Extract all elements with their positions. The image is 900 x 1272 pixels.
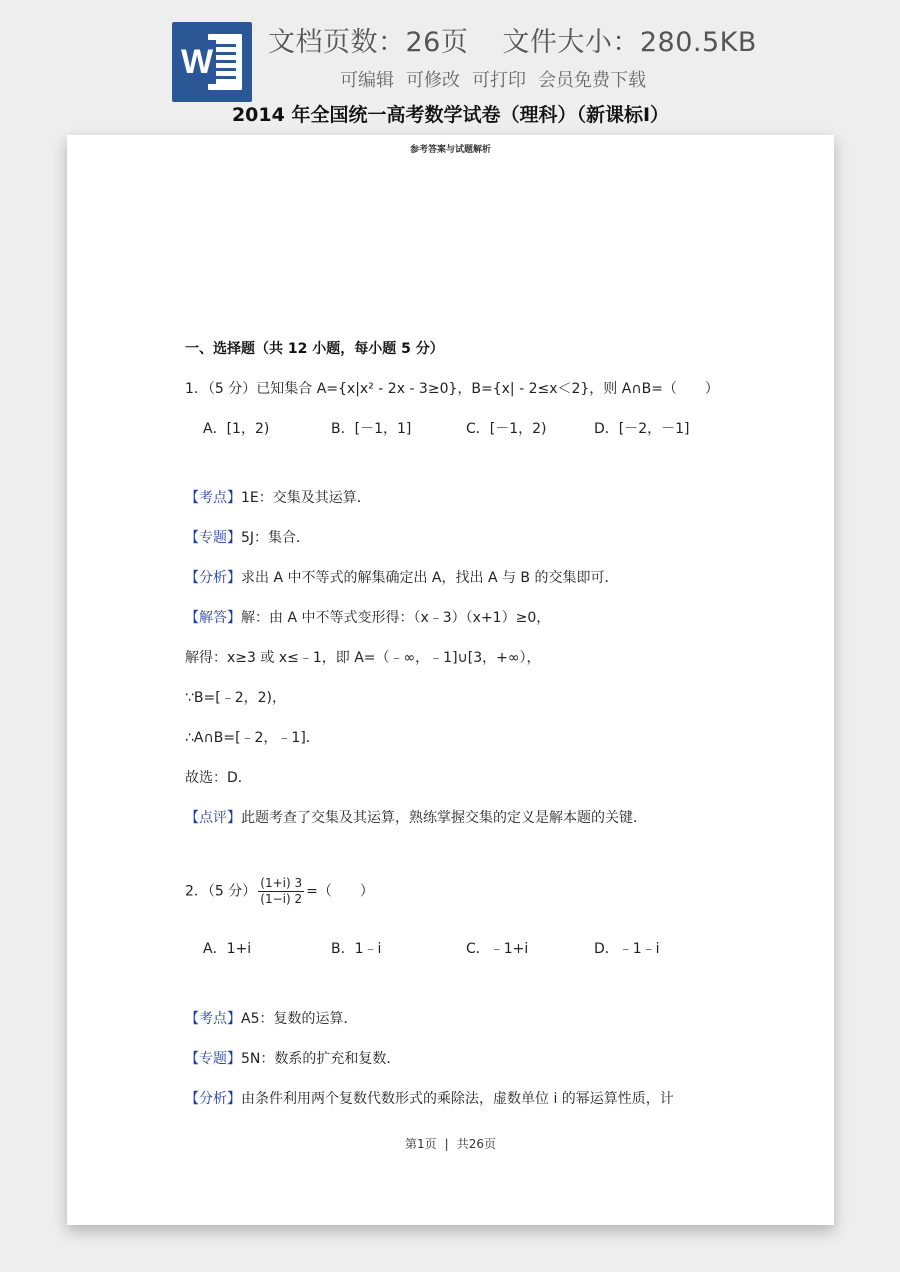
- q1-option-b: B．[－1，1]: [331, 421, 412, 437]
- page-footer: [67, 1135, 834, 1152]
- feature-list: [340, 66, 646, 92]
- q1-option-c: C．[－1，2): [466, 421, 547, 437]
- q1-kaodian: 【考点】1E：交集及其运算．: [185, 490, 371, 506]
- q2-fraction: [258, 876, 304, 907]
- q2-denominator: (1−i) 2: [260, 892, 303, 906]
- feature-member-download: 会员免费下载: [538, 70, 646, 91]
- q1-zhuanti: 【专题】5J：集合．: [185, 530, 311, 546]
- q2-option-c: C．﹣1+i: [466, 941, 529, 957]
- q2-fenxi: 【分析】由条件利用两个复数代数形式的乘除法，虚数单位 i 的幂运算性质，计: [185, 1091, 674, 1107]
- kaodian-tag: 【考点】: [185, 490, 241, 506]
- section-heading: 一、选择题（共 12 小题，每小题 5 分）: [185, 341, 444, 357]
- feature-editable: 可编辑: [340, 70, 394, 91]
- file-stats: [268, 20, 757, 59]
- q1-solution-line: ∵B=[﹣2，2)，: [185, 690, 286, 706]
- q1-solution-line: ∴A∩B=[﹣2，﹣1]．: [185, 730, 320, 746]
- feature-printable: 可打印: [472, 70, 526, 91]
- kaodian-tag: 【考点】: [185, 1011, 241, 1027]
- dianping-tag: 【点评】: [185, 810, 241, 826]
- q1-dianping: 【点评】此题考查了交集及其运算，熟练掌握交集的定义是解本题的关键．: [185, 810, 647, 826]
- q1-answer: 故选：D．: [185, 770, 252, 786]
- question-1-stem: 1．（5 分）已知集合 A={x|x² - 2x - 3≥0}，B={x| - 2≤x＜2}，则 A∩B=（ ）: [185, 381, 719, 397]
- page-title: 2014 年全国统一高考数学试卷（理科）（新课标Ⅰ）: [231, 104, 670, 126]
- q1-option-d: D．[－2，－1]: [594, 421, 690, 437]
- q2-kaodian: 【考点】A5：复数的运算．: [185, 1011, 358, 1027]
- page-subtitle: 参考答案与试题解析: [409, 145, 491, 155]
- footer-separator: |: [444, 1137, 449, 1151]
- document-page: [67, 135, 834, 1225]
- fenxi-tag: 【分析】: [185, 570, 241, 586]
- q1-fenxi: 【分析】求出 A 中不等式的解集确定出 A，找出 A 与 B 的交集即可．: [185, 570, 619, 586]
- current-page: 第1页: [405, 1137, 437, 1151]
- fenxi-tag: 【分析】: [185, 1091, 241, 1107]
- question-2-stem: 2．（5 分） $\frac{(1+i) 3}{(1-i) 2}$ =（ ）: [185, 876, 374, 906]
- q2-option-d: D．﹣1﹣i: [594, 941, 660, 957]
- total-pages: 共26页: [456, 1137, 496, 1151]
- word-document-icon: W: [172, 22, 252, 102]
- q2-option-b: B．1﹣i: [331, 941, 382, 957]
- q2-zhuanti: 【专题】5N：数系的扩充和复数．: [185, 1051, 401, 1067]
- q1-option-a: A．[1，2): [203, 421, 270, 437]
- q1-solution-line: 解得：x≥3 或 x≤﹣1，即 A=（﹣∞，﹣1]∪[3，+∞），: [185, 650, 541, 666]
- feature-modifiable: 可修改: [406, 70, 460, 91]
- q2-option-a: A．1+i: [203, 941, 252, 957]
- file-size-label: 文件大小：280.5KB: [502, 27, 757, 58]
- q2-numerator: (1+i) 3: [260, 876, 303, 890]
- q1-jieda: 【解答】解：由 A 中不等式变形得：（x﹣3）（x+1）≥0，: [185, 610, 551, 626]
- zhuanti-tag: 【专题】: [185, 530, 241, 546]
- page-count-label: 文档页数：26页: [268, 27, 469, 58]
- zhuanti-tag: 【专题】: [185, 1051, 241, 1067]
- jieda-tag: 【解答】: [185, 610, 241, 626]
